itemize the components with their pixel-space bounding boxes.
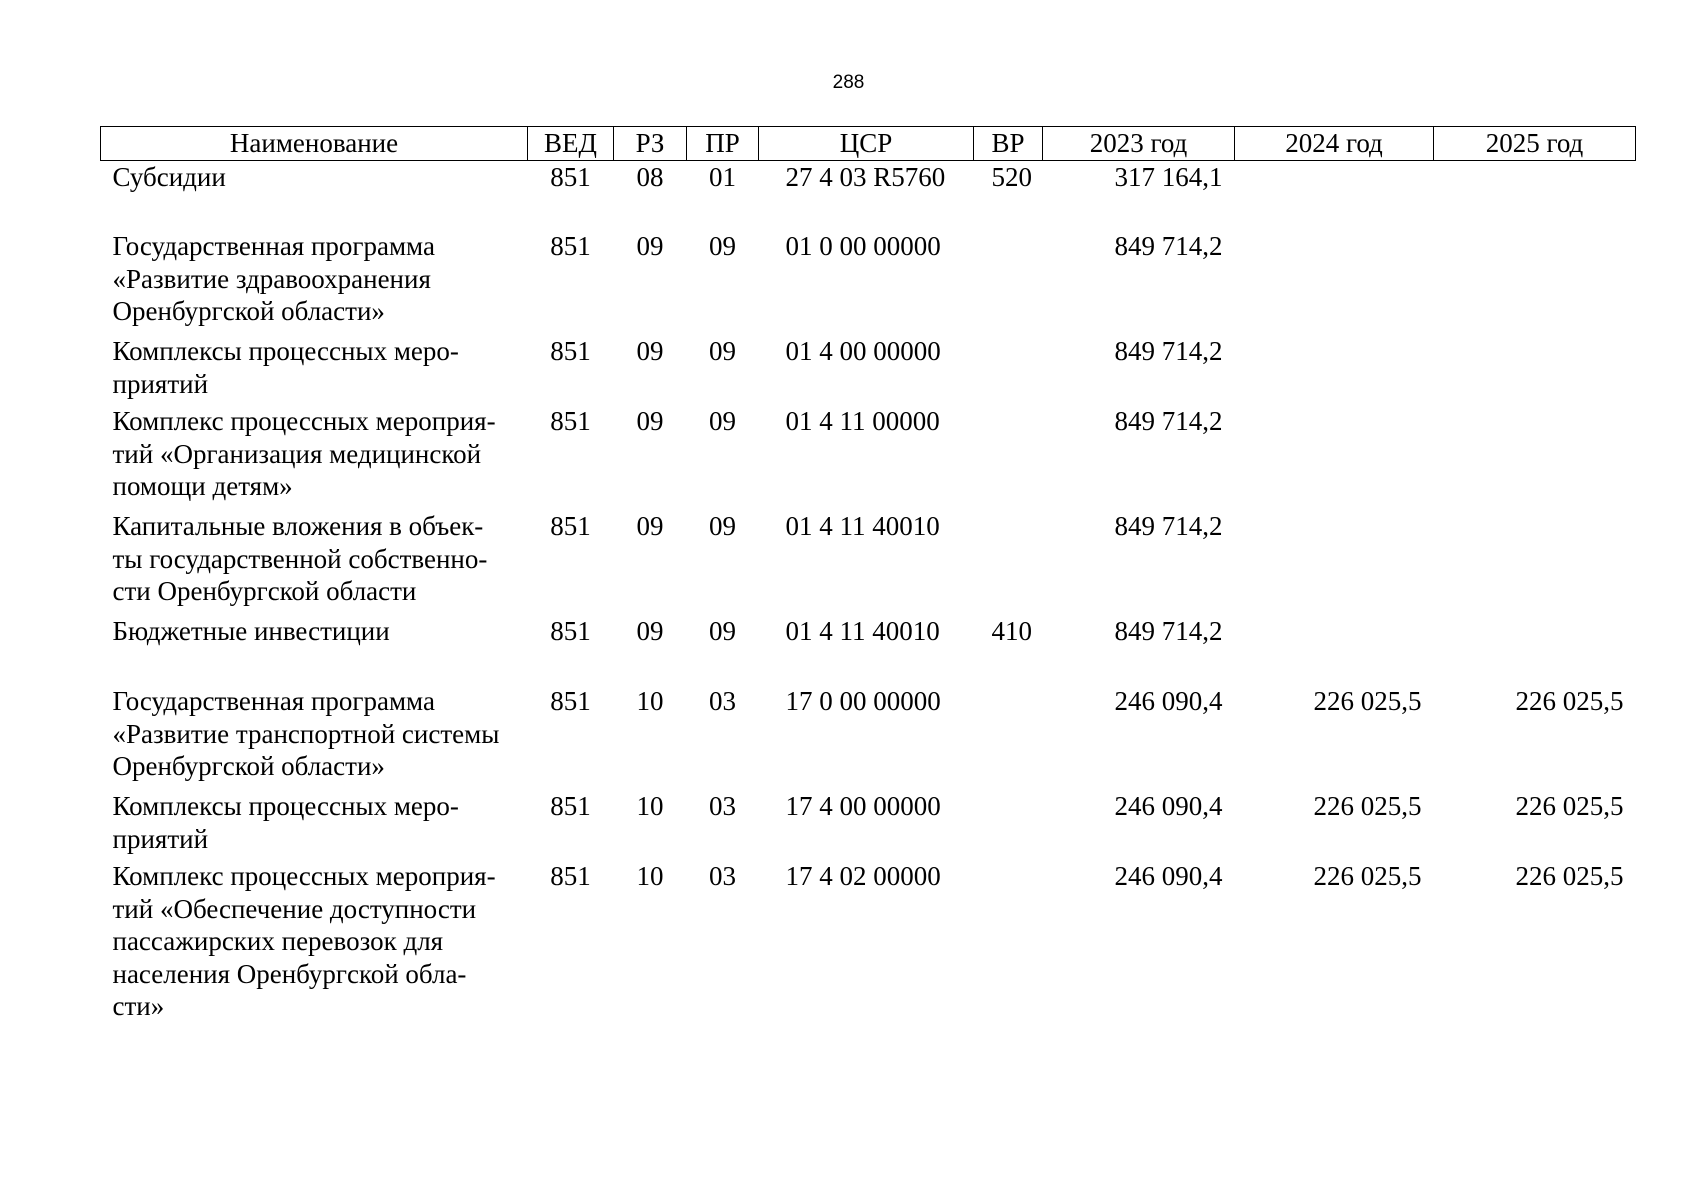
row-value-2023: 849 714,2 (1114, 511, 1223, 541)
row-pr: 09 (709, 616, 736, 646)
page-number: 288 (832, 72, 865, 93)
row-name-line: ты государственной собственно- (112, 543, 488, 574)
row-vr (974, 335, 1043, 405)
row-rz: 09 (636, 511, 664, 541)
header-2023: 2023 год (1043, 127, 1235, 161)
row-name (101, 615, 528, 685)
row-vr (974, 230, 1043, 335)
row-name (101, 510, 528, 615)
row-name-line: Оренбургской области» (112, 751, 385, 781)
row-csr: 01 0 00 00000 (785, 231, 941, 261)
row-value-2023: 849 714,2 (1114, 231, 1223, 261)
row-csr: 17 0 00 00000 (785, 686, 941, 716)
row-value-2023: 246 090,4 (1114, 686, 1223, 716)
row-value-2024 (1235, 230, 1434, 335)
row-rz: 09 (636, 406, 664, 436)
row-vr (974, 685, 1043, 790)
table-body (101, 160, 1636, 1023)
row-ved: 851 (550, 231, 591, 261)
row-rz: 10 (636, 861, 664, 891)
row-ved: 851 (550, 861, 591, 891)
row-value-2024 (1235, 335, 1434, 405)
row-value-2024: 226 025,5 (1313, 686, 1422, 716)
row-pr: 09 (709, 336, 736, 366)
table-row (101, 230, 1636, 335)
row-rz: 09 (636, 336, 664, 366)
row-ved: 851 (550, 406, 591, 436)
row-rz: 10 (636, 791, 664, 821)
row-vr: 410 (991, 616, 1032, 646)
table-row (101, 685, 1636, 790)
row-name-line: сти Оренбургской области (112, 576, 417, 606)
row-vr (974, 790, 1043, 860)
row-value-2024 (1235, 510, 1434, 615)
row-ved: 851 (550, 791, 591, 821)
row-name-line: приятий (112, 823, 209, 854)
row-pr: 03 (709, 791, 736, 821)
row-value-2023: 849 714,2 (1114, 406, 1223, 436)
row-value-2024 (1235, 160, 1434, 230)
row-name-line: Оренбургской области» (112, 296, 385, 326)
row-name (101, 230, 528, 335)
row-csr: 01 4 11 00000 (785, 406, 940, 436)
row-csr: 17 4 02 00000 (785, 861, 941, 891)
row-value-2024: 226 025,5 (1313, 791, 1422, 821)
header-2025: 2025 год (1434, 127, 1636, 161)
row-ved: 851 (550, 616, 591, 646)
row-value-2025: 226 025,5 (1515, 861, 1624, 891)
header-vr: ВР (974, 127, 1043, 161)
row-pr: 03 (709, 861, 736, 891)
row-value-2025 (1434, 510, 1636, 615)
row-pr: 09 (709, 511, 736, 541)
header-pr: ПР (687, 127, 759, 161)
row-value-2025: 226 025,5 (1515, 686, 1624, 716)
row-vr (974, 405, 1043, 510)
row-value-2025 (1434, 335, 1636, 405)
row-value-2024 (1235, 405, 1434, 510)
row-vr (974, 860, 1043, 1023)
header-rz: РЗ (614, 127, 687, 161)
row-pr: 03 (709, 686, 736, 716)
row-ved: 851 (550, 686, 591, 716)
header-csr: ЦСР (759, 127, 974, 161)
row-name-line: Государственная программа (112, 231, 435, 261)
row-vr (974, 510, 1043, 615)
row-name-line: «Развитие транспортной системы (112, 718, 500, 749)
row-name-line: Комплексы процессных меро- (112, 336, 459, 366)
row-name-line: сти» (112, 991, 165, 1021)
row-ved: 851 (550, 511, 591, 541)
row-csr: 01 4 11 40010 (785, 616, 940, 646)
row-name (101, 790, 528, 860)
row-pr: 01 (709, 161, 736, 192)
row-name (101, 685, 528, 790)
row-value-2025 (1434, 160, 1636, 230)
row-value-2023: 849 714,2 (1114, 336, 1223, 366)
table-row (101, 335, 1636, 405)
row-name (101, 405, 528, 510)
header-2024: 2024 год (1235, 127, 1434, 161)
row-name-line: приятий (112, 368, 209, 399)
row-name-line: помощи детям» (112, 471, 293, 501)
row-name (101, 160, 528, 230)
row-csr: 27 4 03 R5760 (785, 161, 946, 192)
row-pr: 09 (709, 231, 736, 261)
table-row (101, 160, 1636, 230)
row-name-line: Комплекс процессных мероприя- (112, 406, 496, 436)
table-header-row (101, 127, 1636, 161)
row-rz: 09 (636, 616, 664, 646)
row-value-2023: 317 164,1 (1114, 161, 1223, 192)
table-row (101, 790, 1636, 860)
row-name-line: Бюджетные инвестиции (112, 616, 390, 646)
row-name-line: Комплекс процессных мероприя- (112, 861, 496, 891)
row-value-2025 (1434, 405, 1636, 510)
table-row (101, 405, 1636, 510)
row-csr: 01 4 00 00000 (785, 336, 941, 366)
row-vr: 520 (991, 161, 1032, 192)
row-name-line: Капитальные вложения в объек- (112, 511, 484, 541)
table-row (101, 860, 1636, 1023)
row-name-line: Комплексы процессных меро- (112, 791, 459, 821)
row-value-2024 (1235, 615, 1434, 685)
budget-table (100, 126, 1636, 1023)
row-name-line: «Развитие здравоохранения (112, 263, 431, 294)
table-row (101, 615, 1636, 685)
row-rz: 08 (636, 161, 664, 192)
row-csr: 17 4 00 00000 (785, 791, 941, 821)
row-value-2023: 246 090,4 (1114, 861, 1223, 891)
row-name (101, 335, 528, 405)
row-name-line: пассажирских перевозок для (112, 926, 444, 956)
row-pr: 09 (709, 406, 736, 436)
row-value-2025 (1434, 615, 1636, 685)
table-row (101, 510, 1636, 615)
row-name-line: населения Оренбургской обла- (112, 958, 467, 989)
header-ved: ВЕД (528, 127, 614, 161)
row-ved: 851 (550, 336, 591, 366)
row-ved: 851 (550, 161, 591, 192)
row-value-2025 (1434, 230, 1636, 335)
row-name-line: Государственная программа (112, 686, 435, 716)
row-value-2023: 849 714,2 (1114, 616, 1223, 646)
row-name-line: тий «Обеспечение доступности (112, 893, 477, 924)
row-name (101, 860, 528, 1023)
row-csr: 01 4 11 40010 (785, 511, 940, 541)
row-rz: 09 (636, 231, 664, 261)
row-name-line: Субсидии (112, 161, 226, 192)
header-name: Наименование (101, 127, 528, 161)
row-rz: 10 (636, 686, 664, 716)
row-value-2024: 226 025,5 (1313, 861, 1422, 891)
row-value-2023: 246 090,4 (1114, 791, 1223, 821)
row-value-2025: 226 025,5 (1515, 791, 1624, 821)
row-name-line: тий «Организация медицинской (112, 438, 482, 469)
